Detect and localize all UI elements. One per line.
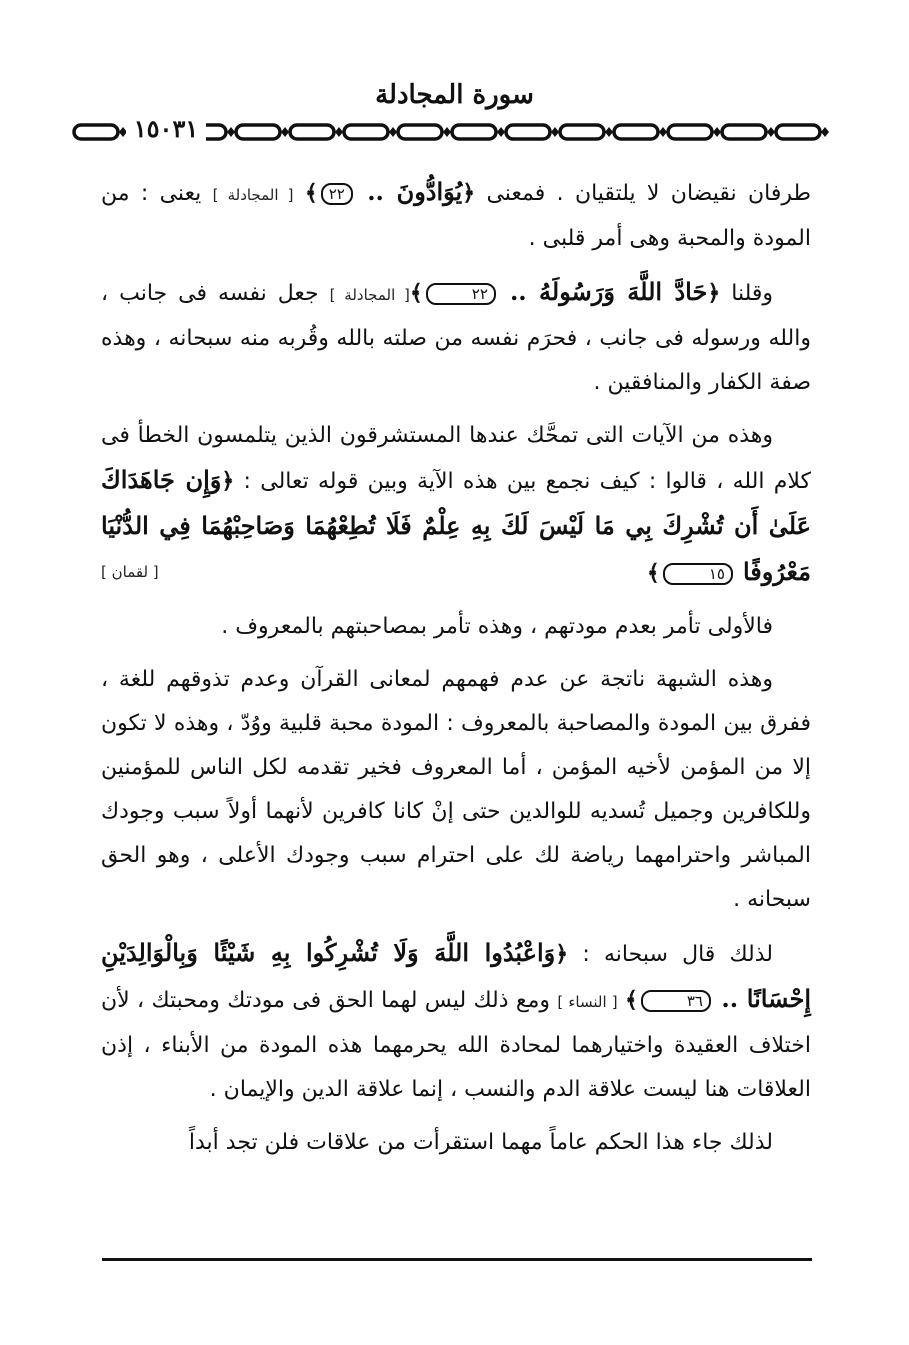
quran-verse: وَإِن جَاهَدَاكَ عَلَىٰ أَن تُشْرِكَ بِي مَا لَيْسَ لَكَ بِهِ عِلْمٌ فَلَا تُطِعْهُمَا وَصَاحِبْهُمَا فِي الدُّنْيَا مَعْرُوفًا <box>101 465 811 586</box>
quran-bracket-open: ﴿ <box>707 280 721 306</box>
quran-verse: يُوَادُّونَ .. <box>367 177 463 206</box>
paragraph-2: وقلنا ﴿حَادَّ اللَّهَ وَرَسُولَهُ .. ٢٢﴾[ المجادلة ] جعل نفسه فى جانب ، والله ورسوله فى جانب ، فحرَم نفسه من صلته بالله وقُربه منه سبحانه ، وهذه صفة الكفار والمنافقين . <box>101 277 811 395</box>
chain-diamond <box>281 127 289 137</box>
quran-verse: وَاعْبُدُوا اللَّهَ وَلَا تُشْرِكُوا بِهِ شَيْئًا وَبِالْوَالِدَيْنِ إِحْسَانًا .. <box>101 938 812 1013</box>
ayah-number: ٢٢ <box>426 283 496 305</box>
quran-bracket-close: ﴾ <box>304 180 318 206</box>
paragraph-6: لذلك قال سبحانه : ﴿وَاعْبُدُوا اللَّهَ وَلَا تُشْرِكُوا بِهِ شَيْئًا وَبِالْوَالِدَيْنِ إِحْسَانًا .. ٣٦﴾ [ النساء ] ومع ذلك ليس لهما الحق فى مودتك ومحبتك ، لأن اختلاف العقيدة واختيارهما لمحادة الله يحرمهما هذه المودة من الأبناء ، إذن العلاقات هنا ليست علاقة الدم والنسب ، إنما علاقة الدين والإيمان . <box>101 938 812 1102</box>
chain-link <box>722 125 766 139</box>
chain-link <box>74 125 118 139</box>
chain-diamond <box>605 127 613 137</box>
chain-diamond <box>227 127 235 137</box>
chain-link <box>776 125 820 139</box>
chain-link <box>614 125 658 139</box>
chain-diamond <box>767 127 775 137</box>
quran-bracket-open: ﴿ <box>555 941 569 967</box>
ayah-number: ١٥ <box>663 563 733 585</box>
quran-bracket-close: ﴾ <box>624 987 638 1013</box>
quran-bracket-open: ﴿ <box>462 180 476 206</box>
chain-link <box>236 125 280 139</box>
chain-diamond <box>659 127 667 137</box>
chain-link <box>452 125 496 139</box>
quran-bracket-open: ﴿ <box>221 468 235 494</box>
page-number: ١٥٠٣١ <box>126 112 206 146</box>
chain-link <box>290 125 334 139</box>
chain-diamond <box>497 127 505 137</box>
chain-link <box>344 125 388 139</box>
paragraph-3: وهذه من الآيات التى تمحَّك عندها المستشرقون الذين يتلمسون الخطأ فى كلام الله ، قالوا : كيف نجمع بين هذه الآية وبين قوله تعالى : ﴿وَإِن جَاهَدَاكَ عَلَىٰ أَن تُشْرِكَ بِي مَا لَيْسَ لَكَ بِهِ عِلْمٌ فَلَا تُطِعْهُمَا وَصَاحِبْهُمَا فِي الدُّنْيَا مَعْرُوفًا ١٥﴾ [ لقمان ] <box>101 414 811 596</box>
ayah-number: ٣٦ <box>641 990 711 1012</box>
ayah-number: ٢٢ <box>321 183 353 205</box>
page-body <box>101 170 811 1174</box>
quran-bracket-close: ﴾ <box>646 560 660 586</box>
chain-diamond <box>713 127 721 137</box>
chain-link <box>668 125 712 139</box>
paragraph-7: لذلك جاء هذا الحكم عاماً مهما استقرأت من علاقات فلن تجد أبداً <box>188 1130 773 1155</box>
surah-reference: [ لقمان ] <box>101 563 159 581</box>
chain-diamond <box>551 127 559 137</box>
paragraph-4: فالأولى تأمر بعدم مودتهم ، وهذه تأمر بمصاحبتهم بالمعروف . <box>221 614 773 639</box>
footer-rule <box>102 1258 812 1261</box>
chain-link <box>506 125 550 139</box>
surah-reference: [ المجادلة ] <box>212 186 294 204</box>
quran-bracket-close: ﴾ <box>409 280 423 306</box>
surah-title: سورة المجادلة <box>375 80 534 110</box>
chain-link <box>398 125 442 139</box>
chain-diamond <box>821 127 829 137</box>
paragraph-5: وهذه الشبهة ناتجة عن عدم فهمهم لمعانى القرآن وعدم تذوقهم للغة ، ففرق بين المودة والمصاحبة بالمعروف : المودة محبة قلبية ووُدّ ، وهذه لا تكون إلا من المؤمن لأخيه المؤمن ، أما المعروف فخير تقدمه لكل الناس للمؤمنين وللكافرين وجميل تُسديه للوالدين حتى إنْ كانا كافرين لأنهما أولاً سبب وجودك المباشر واحترامهما رياضة لك على احترام سبب وجودك الأعلى ، وهو الحق سبحانه . <box>101 667 811 912</box>
quran-verse: حَادَّ اللَّهَ وَرَسُولَهُ .. <box>509 277 708 306</box>
chain-diamond <box>389 127 397 137</box>
chain-diamond <box>335 127 343 137</box>
chain-link <box>560 125 604 139</box>
chain-diamond <box>443 127 451 137</box>
paragraph-1: طرفان نقيضان لا يلتقيان . فمعنى ﴿يُوَادُّونَ .. ٢٢﴾ [ المجادلة ] يعنى : من المودة والمحبة وهى أمر قلبى . <box>101 177 811 251</box>
surah-reference: [ المجادلة ] <box>329 286 410 304</box>
surah-reference: [ النساء ] <box>557 993 618 1011</box>
